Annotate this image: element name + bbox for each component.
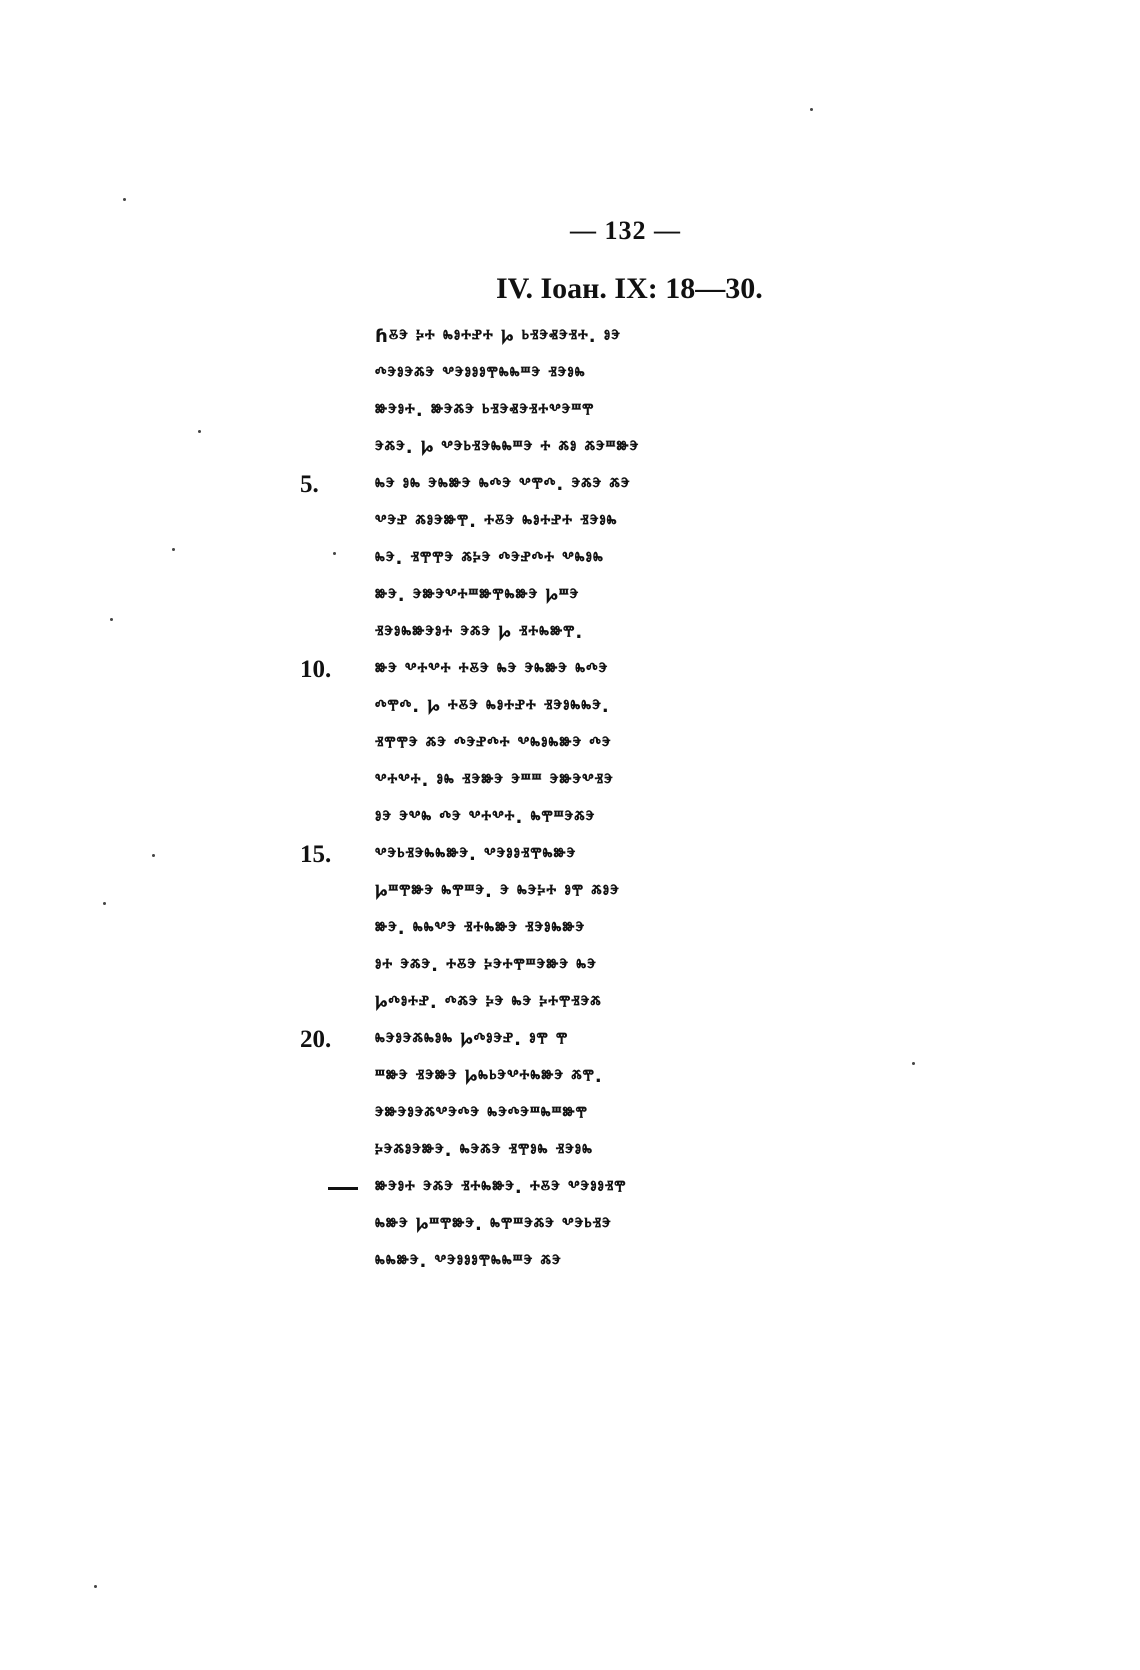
text-line bbox=[300, 910, 800, 947]
text-line bbox=[300, 1058, 800, 1095]
line-text: ⰲⰵⱃⱐⰵⰸⰸⱆⰵ. ⰲⰵⱁⱁⱐⰹⰸⱆⰵ bbox=[375, 844, 577, 865]
line-text: ⰸⰵ. ⱐⰹⰹⰵ ⰶⰽⰵ ⰴⰵⱀⰴⰰ ⰲⰸⱁⰸ bbox=[375, 548, 604, 569]
text-line bbox=[300, 318, 800, 355]
line-text: ⱆⰵ ⰲⰰⰲⰰ ⰰⰻⰵ ⰸⰵ ⰵⰸⱆⰵ ⰸⰴⰵ bbox=[375, 659, 609, 680]
line-text: ⰸⰵⱁⰵⰶⰸⱁⰸ Ⱈⰴⱁⰵⱀ. ⱁⰹ ⰹ bbox=[375, 1029, 569, 1050]
scan-speck bbox=[198, 430, 201, 433]
line-number: 10. bbox=[300, 656, 332, 683]
text-block bbox=[300, 318, 800, 1280]
scan-speck bbox=[810, 108, 813, 111]
text-line bbox=[300, 1206, 800, 1243]
scan-speck bbox=[172, 548, 175, 551]
line-text: ⰲⰵⱀ ⰶⱁⰵⱆⰹ. ⰰⰻⰵ ⰸⱁⰰⱀⰰ ⱐⰵⱁⰸ bbox=[375, 511, 618, 532]
text-line bbox=[300, 1021, 800, 1058]
line-text: ⱐⰹⰹⰵ ⰶⰵ ⰴⰵⱀⰴⰰ ⰲⰸⱁⰸⱆⰵ ⰴⰵ bbox=[375, 733, 612, 754]
text-line bbox=[300, 1243, 800, 1280]
line-text: ⰸⱆⰵ Ⱈⱎⰹⱆⰵ. ⰸⰹⱎⰵⰶⰵ ⰲⰵⱃⱐⰵ bbox=[375, 1214, 612, 1235]
text-line bbox=[300, 1169, 800, 1206]
text-line bbox=[300, 836, 800, 873]
line-text: ⰴⰹⰴ. Ⱈ ⰰⰻⰵ ⰸⱁⰰⱀⰰ ⱐⰵⱁⰸⰸⰵ. bbox=[375, 696, 610, 717]
line-text: ⱁⰰ ⰵⰶⰵ. ⰰⰻⰵ ⰽⰵⰰⰹⱎⰵⱆⰵ ⰸⰵ bbox=[375, 955, 597, 976]
scan-speck bbox=[110, 618, 113, 621]
line-text: ⰵⰶⰵ. Ⱈ ⰲⰵⱃⱐⰵⰸⰸⱎⰵ ⰰ ⰶⱁ ⰶⰵⱎⱆⰵ bbox=[375, 437, 640, 458]
text-line bbox=[300, 651, 800, 688]
line-text: Ⱈⱎⰹⱆⰵ ⰸⰹⱎⰵ. ⰵ ⰸⰵⰽⰰ ⱁⰹ ⰶⱁⰵ bbox=[375, 881, 620, 902]
text-line bbox=[300, 1132, 800, 1169]
line-number: 20. bbox=[300, 1026, 332, 1053]
line-number: 5. bbox=[300, 471, 319, 498]
line-text: ⰵⱆⰵⱁⰵⰶⰲⰵⰴⰵ ⰸⰵⰴⰵⱎⰸⱎⱆⰹ bbox=[375, 1103, 588, 1124]
line-text: ⰸⰵ ⱁⰸ ⰵⰸⱆⰵ ⰸⰴⰵ ⰲⰹⰴ. ⰵⰶⰵ ⰶⰵ bbox=[375, 474, 631, 495]
scan-speck bbox=[94, 1585, 97, 1588]
text-line bbox=[300, 392, 800, 429]
scan-speck bbox=[152, 854, 155, 857]
text-line bbox=[300, 725, 800, 762]
line-text: Ⱈⰴⱁⰰⱀ. ⰴⰶⰵ ⰽⰵ ⰸⰵ ⰽⰰⰹⱐⰵⰶ bbox=[375, 992, 602, 1013]
page-number: — 132 — bbox=[570, 216, 681, 245]
line-number: 15. bbox=[300, 841, 332, 868]
scan-speck bbox=[912, 1062, 915, 1065]
text-line bbox=[300, 1095, 800, 1132]
text-line bbox=[300, 355, 800, 392]
text-line bbox=[300, 688, 800, 725]
text-line bbox=[300, 577, 800, 614]
line-text: ⱆⰵ. ⰸⰸⰲⰵ ⱐⰰⰸⱆⰵ ⱐⰵⱁⰸⱆⰵ bbox=[375, 918, 586, 939]
line-dash-marker bbox=[328, 1187, 358, 1190]
scan-speck bbox=[123, 198, 126, 201]
line-text: ⰲⰰⰲⰰ. ⱁⰸ ⱐⰵⱆⰵ ⰵⱎⱎ ⰵⱆⰵⰲⱐⰵ bbox=[375, 770, 614, 791]
line-text: ⱆⰵ. ⰵⱆⰵⰲⰰⱎⱆⰹⰸⱆⰵ Ⱈⱎⰵ bbox=[375, 585, 580, 606]
text-line bbox=[300, 540, 800, 577]
text-line bbox=[300, 799, 800, 836]
text-line bbox=[300, 873, 800, 910]
scan-speck bbox=[333, 552, 336, 555]
line-text: ⰴⰵⱁⰵⰶⰵ ⰲⰵⱁⱁⱁⰹⰸⰸⱎⰵ ⱐⰵⱁⰸ bbox=[375, 363, 586, 384]
line-text: ⰽⰵⰶⱁⰵⱆⰵ. ⰸⰵⰶⰵ ⱐⰹⱁⰸ ⱐⰵⱁⰸ bbox=[375, 1140, 594, 1161]
text-line bbox=[300, 503, 800, 540]
text-line bbox=[300, 466, 800, 503]
line-text: ⰸⰸⱆⰵ. ⰲⰵⱁⱁⱁⰹⰸⰸⱎⰵ ⰶⰵ bbox=[375, 1251, 562, 1272]
scan-speck bbox=[103, 902, 106, 905]
chapter-heading: IV. Іоан. IX: 18—30. bbox=[496, 272, 763, 305]
line-text: ꚕⰻⰵ ⰽⰰ ⰸⱁⰰⱀⰰ Ⱈ ⱃⱐⰵⱏⰵⱐⰰ. ⱁⰵ bbox=[375, 326, 621, 347]
line-text: ⱁⰵ ⰵⰲⰸ ⰴⰵ ⰲⰰⰲⰰ. ⰸⰹⱎⰵⰶⰵ bbox=[375, 807, 596, 828]
text-line bbox=[300, 614, 800, 651]
text-line bbox=[300, 984, 800, 1021]
line-text: ⱐⰵⱁⰸⱆⰵⱁⰰ ⰵⰶⰵ Ⱈ ⱐⰰⰸⱆⰹ. bbox=[375, 622, 584, 643]
text-line bbox=[300, 429, 800, 466]
line-text: ⱆⰵⱁⰰ ⰵⰶⰵ ⱐⰰⰸⱆⰵ. ⰰⰻⰵ ⰲⰵⱁⱁⱐⰹ bbox=[375, 1177, 627, 1198]
line-text: ⱎⱆⰵ ⱐⰵⱆⰵ Ⱈⰸⱃⰵⰲⰰⰸⱆⰵ ⰶⰹ. bbox=[375, 1066, 603, 1087]
line-text: ⱆⰵⱁⰰ. ⱆⰵⰶⰵ ⱃⱐⰵⱏⰵⱐⰰⰲⰵⱎⰹ bbox=[375, 400, 595, 421]
text-line bbox=[300, 947, 800, 984]
text-line bbox=[300, 762, 800, 799]
